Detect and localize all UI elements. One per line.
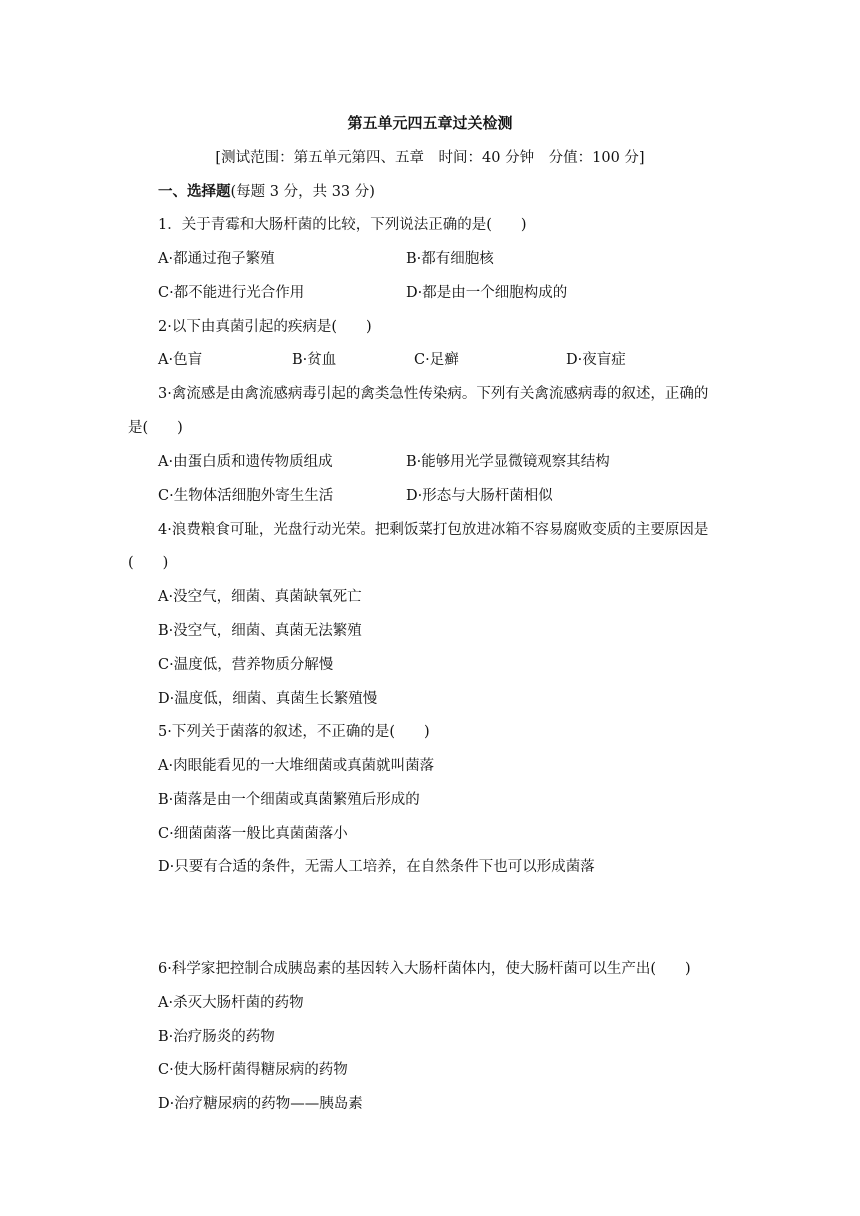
question-4-stem-cont: ( ) — [128, 555, 169, 571]
q6-option-d: D·治疗糖尿病的药物——胰岛素 — [158, 1096, 363, 1112]
exam-info: [测试范围：第五单元第四、五章 时间：40 分钟 分值：100 分] — [215, 150, 645, 166]
q1-option-d: D·都是由一个细胞构成的 — [406, 285, 568, 301]
question-5-stem: 5·下列关于菌落的叙述，不正确的是( ) — [158, 724, 430, 740]
question-6-stem: 6·科学家把控制合成胰岛素的基因转入大肠杆菌体内，使大肠杆菌可以生产出( ) — [158, 961, 691, 977]
q4-option-a: A·没空气，细菌、真菌缺氧死亡 — [158, 589, 362, 605]
section-note: (每题 3 分，共 33 分) — [230, 184, 375, 200]
q5-option-a: A·肉眼能看见的一大堆细菌或真菌就叫菌落 — [158, 758, 435, 774]
section-heading — [158, 180, 375, 201]
q4-option-b: B·没空气，细菌、真菌无法繁殖 — [158, 623, 362, 639]
q2-option-b: B·贫血 — [292, 352, 337, 368]
q3-option-a: A·由蛋白质和遗传物质组成 — [158, 454, 333, 470]
question-3-stem: 3·禽流感是由禽流感病毒引起的禽类急性传染病。下列有关禽流感病毒的叙述，正确的 — [158, 386, 709, 402]
q5-option-b: B·菌落是由一个细菌或真菌繁殖后形成的 — [158, 792, 420, 808]
question-3-stem-cont: 是( ) — [128, 420, 183, 436]
q4-option-c: C·温度低，营养物质分解慢 — [158, 657, 334, 673]
q5-option-d: D·只要有合适的条件，无需人工培养，在自然条件下也可以形成菌落 — [158, 859, 595, 875]
q2-option-d: D·夜盲症 — [566, 352, 626, 368]
question-1-stem: 1．关于青霉和大肠杆菌的比较，下列说法正确的是( ) — [158, 217, 527, 233]
q6-option-a: A·杀灭大肠杆菌的药物 — [158, 995, 304, 1011]
q3-option-c: C·生物体活细胞外寄生生活 — [158, 488, 334, 504]
q2-option-a: A·色盲 — [158, 352, 203, 368]
section-title: 一、选择题 — [158, 183, 231, 200]
question-2-stem: 2·以下由真菌引起的疾病是( ) — [158, 319, 372, 335]
q3-option-b: B·能够用光学显微镜观察其结构 — [406, 454, 610, 470]
q5-option-c: C·细菌菌落一般比真菌菌落小 — [158, 826, 348, 842]
q1-option-a: A·都通过孢子繁殖 — [158, 251, 275, 267]
q4-option-d: D·温度低，细菌、真菌生长繁殖慢 — [158, 691, 378, 707]
q6-option-b: B·治疗肠炎的药物 — [158, 1029, 275, 1045]
page-title: 第五单元四五章过关检测 — [347, 114, 513, 132]
q2-option-c: C·足癣 — [414, 352, 459, 368]
q6-option-c: C·使大肠杆菌得糖尿病的药物 — [158, 1062, 348, 1078]
q1-option-c: C·都不能进行光合作用 — [158, 285, 305, 301]
q3-option-d: D·形态与大肠杆菌相似 — [406, 488, 553, 504]
q1-option-b: B·都有细胞核 — [406, 251, 494, 267]
question-4-stem: 4·浪费粮食可耻，光盘行动光荣。把剩饭菜打包放进冰箱不容易腐败变质的主要原因是 — [158, 522, 709, 538]
